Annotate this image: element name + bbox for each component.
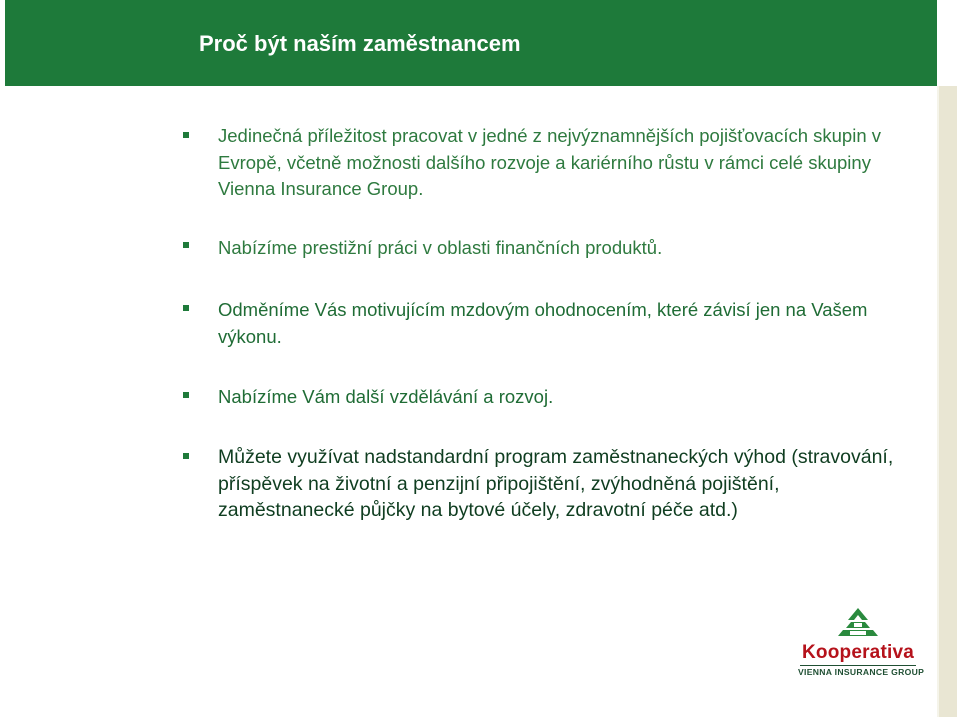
kooperativa-logo [796, 606, 925, 684]
bullet-square-icon [183, 305, 189, 311]
bullet-square-icon [183, 392, 189, 398]
bullet-text: Nabízíme prestižní práci v oblasti finančních produktů. [218, 237, 663, 258]
bullet-square-icon [183, 132, 189, 138]
bullet-text: Odměníme Vás motivujícím mzdovým ohodnocením, které závisí jen na Vašem výkonu. [218, 299, 868, 347]
bullet-square-icon [183, 453, 189, 459]
bullet-square-icon [183, 242, 189, 248]
bullet-text: Nabízíme Vám další vzdělávání a rozvoj. [218, 386, 554, 407]
logo-name: Kooperativa [801, 642, 914, 663]
page-title: Proč být naším zaměstnancem [199, 31, 521, 56]
bullet-text: Jedinečná příležitost pracovat v jedné z nejvýznamnějších pojišťovacích skupin v Evropě, včetně možnosti dalšího rozvoje a kariérního růstu v rámci celé skupiny Vienna Insurance Group. [218, 125, 882, 199]
logo-divider [800, 665, 916, 666]
kooperativa-emblem-icon [796, 606, 920, 644]
logo-tagline: VIENNA INSURANCE GROUP [798, 667, 925, 677]
bullet-text: Můžete využívat nadstandardní program zaměstnaneckých výhod (stravování, příspěvek na životní a penzijní připojištění, zvýhodněná pojištění, zaměstnanecké půjčky na bytové účely, zdravotní péče atd.) [218, 446, 894, 521]
decorative-side-bar [937, 86, 957, 717]
